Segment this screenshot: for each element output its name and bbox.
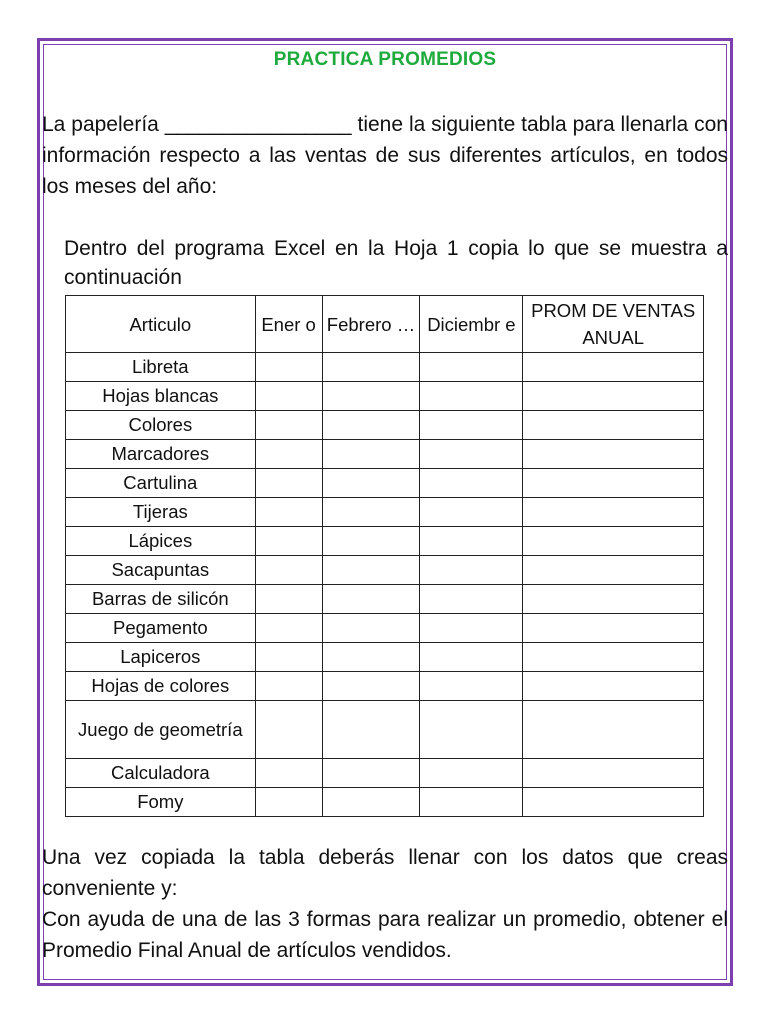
diciembre-cell[interactable]: [420, 585, 523, 614]
prom-cell[interactable]: [523, 614, 704, 643]
prom-cell[interactable]: [523, 701, 704, 759]
enero-cell[interactable]: [255, 643, 322, 672]
febrero-cell[interactable]: [322, 585, 420, 614]
articulo-cell: Hojas blancas: [66, 382, 256, 411]
articulo-cell: Libreta: [66, 353, 256, 382]
closing-paragraph-1: Una vez copiada la tabla deberás llenar con los datos que creas conveniente y:: [42, 846, 728, 900]
diciembre-cell[interactable]: [420, 672, 523, 701]
diciembre-cell[interactable]: [420, 498, 523, 527]
enero-cell[interactable]: [255, 614, 322, 643]
instruction-bullet: [42, 234, 728, 292]
header-diciembre: Diciembr e: [420, 296, 523, 353]
enero-cell[interactable]: [255, 788, 322, 817]
febrero-cell[interactable]: [322, 353, 420, 382]
prom-cell[interactable]: [523, 788, 704, 817]
closing-paragraph-2: Con ayuda de una de las 3 formas para realizar un promedio, obtener el Promedio Final Anual de artículos vendidos.: [42, 908, 728, 962]
table-row: [66, 527, 704, 556]
febrero-cell[interactable]: [322, 411, 420, 440]
table-row: [66, 498, 704, 527]
articulo-cell: Fomy: [66, 788, 256, 817]
prom-cell[interactable]: [523, 411, 704, 440]
febrero-cell[interactable]: [322, 469, 420, 498]
febrero-cell[interactable]: [322, 788, 420, 817]
table-row: [66, 788, 704, 817]
febrero-cell[interactable]: [322, 759, 420, 788]
enero-cell[interactable]: [255, 440, 322, 469]
prom-cell[interactable]: [523, 440, 704, 469]
table-row: [66, 353, 704, 382]
enero-cell[interactable]: [255, 382, 322, 411]
articulo-cell: Colores: [66, 411, 256, 440]
articulo-cell: Lapiceros: [66, 643, 256, 672]
sales-table: [65, 295, 704, 817]
table-row: [66, 411, 704, 440]
febrero-cell[interactable]: [322, 498, 420, 527]
bullet-text: Dentro del programa Excel en la Hoja 1 copia lo que se muestra a continuación: [64, 237, 728, 289]
enero-cell[interactable]: [255, 672, 322, 701]
febrero-cell[interactable]: [322, 672, 420, 701]
prom-cell[interactable]: [523, 759, 704, 788]
febrero-cell[interactable]: [322, 440, 420, 469]
prom-cell[interactable]: [523, 527, 704, 556]
diciembre-cell[interactable]: [420, 788, 523, 817]
header-articulo: Articulo: [66, 296, 256, 353]
enero-cell[interactable]: [255, 353, 322, 382]
enero-cell[interactable]: [255, 701, 322, 759]
enero-cell[interactable]: [255, 556, 322, 585]
diciembre-cell[interactable]: [420, 382, 523, 411]
articulo-cell: Lápices: [66, 527, 256, 556]
table-row: [66, 585, 704, 614]
table-row: [66, 440, 704, 469]
prom-cell[interactable]: [523, 382, 704, 411]
articulo-cell: Marcadores: [66, 440, 256, 469]
table-row: [66, 382, 704, 411]
enero-cell[interactable]: [255, 469, 322, 498]
articulo-cell: Juego de geometría: [66, 701, 256, 759]
intro-paragraph: La papelería ________________ tiene la siguiente tabla para llenarla con información respecto a las ventas de sus diferentes artículos, en todos los meses del año:: [42, 113, 728, 198]
prom-cell[interactable]: [523, 556, 704, 585]
articulo-cell: Barras de silicón: [66, 585, 256, 614]
prom-cell[interactable]: [523, 585, 704, 614]
enero-cell[interactable]: [255, 411, 322, 440]
closing-section: [42, 842, 728, 966]
prom-cell[interactable]: [523, 353, 704, 382]
enero-cell[interactable]: [255, 527, 322, 556]
header-enero: Ener o: [255, 296, 322, 353]
febrero-cell[interactable]: [322, 527, 420, 556]
prom-cell[interactable]: [523, 469, 704, 498]
diciembre-cell[interactable]: [420, 469, 523, 498]
diciembre-cell[interactable]: [420, 440, 523, 469]
diciembre-cell[interactable]: [420, 556, 523, 585]
enero-cell[interactable]: [255, 585, 322, 614]
table-row: [66, 759, 704, 788]
diciembre-cell[interactable]: [420, 643, 523, 672]
prom-cell[interactable]: [523, 643, 704, 672]
articulo-cell: Tijeras: [66, 498, 256, 527]
table-row: [66, 672, 704, 701]
table-header-row: [66, 296, 704, 353]
articulo-cell: Cartulina: [66, 469, 256, 498]
document-title: PRACTICA PROMEDIOS: [273, 49, 497, 70]
diciembre-cell[interactable]: [420, 614, 523, 643]
diciembre-cell[interactable]: [420, 759, 523, 788]
document-body: [42, 46, 728, 292]
table-row: [66, 701, 704, 759]
table-row: [66, 469, 704, 498]
articulo-cell: Hojas de colores: [66, 672, 256, 701]
enero-cell[interactable]: [255, 498, 322, 527]
febrero-cell[interactable]: [322, 614, 420, 643]
table-row: [66, 556, 704, 585]
articulo-cell: Sacapuntas: [66, 556, 256, 585]
diciembre-cell[interactable]: [420, 701, 523, 759]
articulo-cell: Pegamento: [66, 614, 256, 643]
table-row: [66, 643, 704, 672]
febrero-cell[interactable]: [322, 382, 420, 411]
febrero-cell[interactable]: [322, 556, 420, 585]
header-febrero: Febrero …: [322, 296, 420, 353]
diciembre-cell[interactable]: [420, 353, 523, 382]
diciembre-cell[interactable]: [420, 411, 523, 440]
prom-cell[interactable]: [523, 498, 704, 527]
prom-cell[interactable]: [523, 672, 704, 701]
febrero-cell[interactable]: [322, 643, 420, 672]
diciembre-cell[interactable]: [420, 527, 523, 556]
articulo-cell: Calculadora: [66, 759, 256, 788]
header-prom-ventas: PROM DE VENTAS ANUAL: [523, 296, 704, 353]
table-row: [66, 614, 704, 643]
enero-cell[interactable]: [255, 759, 322, 788]
febrero-cell[interactable]: [322, 701, 420, 759]
